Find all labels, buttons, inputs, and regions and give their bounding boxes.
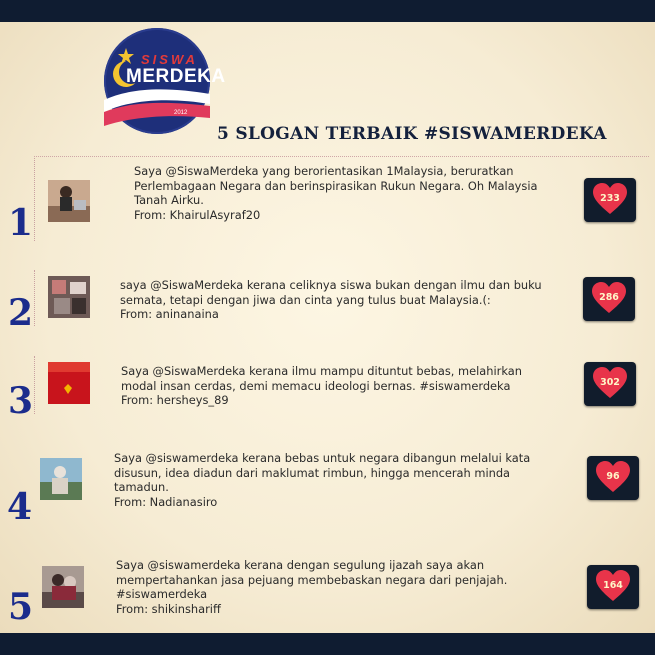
poster-panel	[0, 22, 655, 633]
siswa-merdeka-logo	[104, 28, 226, 134]
avatar[interactable]	[48, 180, 90, 222]
slogan-line: Perlembagaan Negara dan berinspirasikan Rukun Negara. Oh Malaysia	[134, 178, 538, 193]
like-button[interactable]	[587, 565, 639, 609]
slogan-line: Tanah Airku.	[134, 193, 204, 207]
slogan-line: disusun, idea diadun dari maklumat rimbun, hingga mencerah minda	[114, 465, 511, 480]
slogan-text	[116, 558, 507, 616]
like-count: 164	[603, 580, 623, 591]
like-count: 233	[600, 193, 620, 204]
slogan-line: tamadun.	[114, 480, 169, 494]
slogan-line: #siswamerdeka	[116, 587, 208, 601]
like-button[interactable]	[583, 277, 635, 321]
logo-word-siswa: SISWA	[141, 52, 198, 67]
rank-number: 2	[8, 292, 34, 334]
page-title: 5 SLOGAN TERBAIK #SISWAMERDEKA	[217, 124, 607, 144]
slogan-line: Saya @siswamerdeka kerana bebas untuk negara dibangun melalui kata	[114, 451, 531, 465]
slogan-text	[120, 278, 542, 322]
slogan-line: Saya @SiswaMerdeka kerana ilmu mampu dituntut bebas, melahirkan	[121, 364, 522, 378]
slogan-text	[134, 164, 538, 222]
slogan-author: From: aninanaina	[120, 307, 219, 321]
slogan-line: Saya @siswamerdeka kerana dengan segulung ijazah saya akan	[116, 558, 485, 572]
like-count: 96	[606, 471, 620, 482]
slogan-author: From: Nadianasiro	[114, 494, 218, 509]
like-count: 302	[600, 377, 620, 388]
top-border	[0, 0, 655, 22]
slogan-line: saya @SiswaMerdeka kerana celiknya siswa bukan dengan ilmu dan buku	[120, 278, 542, 292]
rank-number: 1	[8, 202, 34, 244]
rank-number: 3	[8, 380, 34, 422]
like-button[interactable]	[584, 178, 636, 222]
rank-number: 5	[8, 586, 34, 628]
slogan-line: mempertahankan jasa pejuang membebaskan negara dari penjajah.	[116, 572, 508, 587]
bottom-border	[0, 633, 655, 655]
rank-number: 4	[7, 486, 33, 528]
avatar[interactable]	[42, 566, 84, 608]
like-button[interactable]	[587, 456, 639, 500]
slogan-line: semata, tetapi dengan jiwa dan cinta yang tulus buat Malaysia.(:	[120, 292, 491, 307]
slogan-line: modal insan cerdas, demi memacu ideologi bernas. #siswamerdeka	[121, 378, 511, 393]
slogan-author: From: shikinshariff	[116, 601, 221, 616]
logo-word-merdeka: MERDEKA	[126, 66, 226, 87]
slogan-text	[114, 451, 530, 509]
avatar[interactable]	[40, 458, 82, 500]
like-count: 286	[599, 292, 619, 303]
slogan-author: From: hersheys_89	[121, 393, 229, 407]
slogan-text	[121, 364, 522, 408]
logo-year: 2012	[174, 110, 188, 116]
slogan-line: Saya @SiswaMerdeka yang berorientasikan 1Malaysia, beruratkan	[134, 164, 514, 178]
like-button[interactable]	[584, 362, 636, 406]
avatar[interactable]	[48, 362, 90, 404]
slogan-author: From: KhairulAsyraf20	[134, 207, 261, 222]
avatar[interactable]	[48, 276, 90, 318]
